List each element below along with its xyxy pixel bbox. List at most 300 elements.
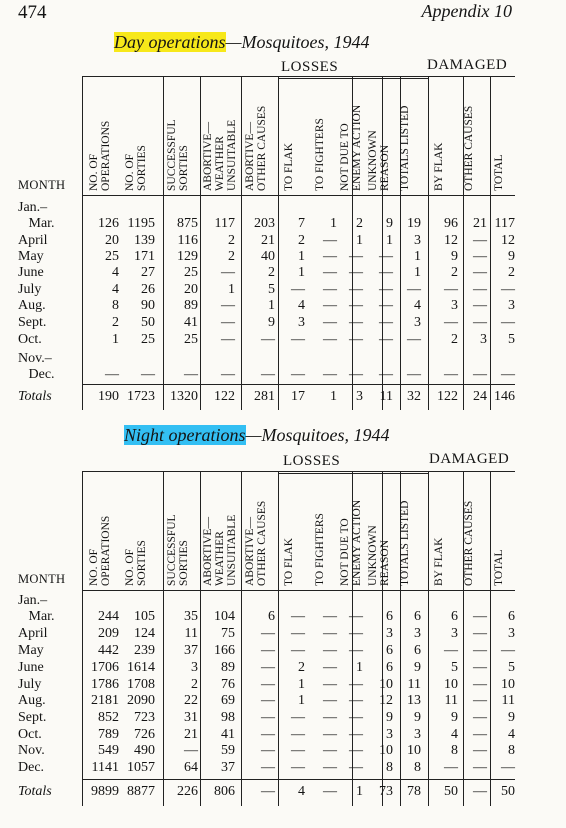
night-cell: 1786 — [91, 677, 119, 692]
night-col-header: NO. OF SORTIES — [124, 540, 148, 586]
night-col-header: TO FLAK — [283, 537, 295, 586]
night-cell: — — [261, 660, 275, 675]
night-cell: 8 — [414, 760, 421, 775]
day-col-header: NO. OF SORTIES — [124, 145, 148, 191]
day-cell: 1 — [414, 265, 421, 280]
day-cell: — — [501, 367, 515, 382]
night-cell: 9 — [508, 710, 515, 725]
day-cell: — — [141, 367, 155, 382]
night-cell: 8 — [508, 743, 515, 758]
night-cell: 10 — [379, 677, 393, 692]
day-cell: — — [379, 282, 393, 297]
night-cell: 3 — [414, 626, 421, 641]
day-cell: — — [221, 265, 235, 280]
night-cell: 11 — [444, 693, 458, 708]
day-cell: 3 — [451, 298, 458, 313]
day-cell: 1 — [414, 249, 421, 264]
day-month-label: Aug. — [18, 298, 46, 313]
night-cell: — — [473, 677, 487, 692]
day-total-cell: 32 — [407, 389, 421, 404]
night-cell: 244 — [98, 609, 119, 624]
night-cell: 6 — [268, 609, 275, 624]
night-cell: 3 — [451, 626, 458, 641]
day-cell: — — [379, 332, 393, 347]
night-cell: — — [349, 643, 363, 658]
day-cell: 8 — [112, 298, 119, 313]
day-cell: — — [221, 367, 235, 382]
day-cell: 5 — [268, 282, 275, 297]
day-total-cell: 281 — [254, 389, 275, 404]
day-cell: — — [291, 282, 305, 297]
day-total-cell: 122 — [437, 389, 458, 404]
day-cell: — — [379, 315, 393, 330]
day-month-label: Sept. — [18, 315, 47, 330]
day-month-label: July — [18, 282, 42, 297]
night-cell: 105 — [134, 609, 155, 624]
night-cell: 3 — [414, 727, 421, 742]
day-total-cell: 1 — [330, 389, 337, 404]
night-cell: 2 — [191, 677, 198, 692]
day-cell: 9 — [508, 249, 515, 264]
night-cell: — — [473, 710, 487, 725]
night-cell: 3 — [386, 727, 393, 742]
night-cell: 4 — [508, 727, 515, 742]
night-cell: — — [261, 760, 275, 775]
night-col-header: NO. OF OPERATIONS — [88, 515, 112, 586]
day-cell: 3 — [480, 332, 487, 347]
night-cell: 75 — [221, 626, 235, 641]
night-cell: — — [261, 710, 275, 725]
night-total-cell: 50 — [501, 784, 515, 799]
day-cell: — — [473, 249, 487, 264]
night-cell: 239 — [134, 643, 155, 658]
day-cell: 126 — [98, 216, 119, 231]
day-cell: 4 — [414, 298, 421, 313]
day-cell: 5 — [508, 332, 515, 347]
night-cell: 166 — [214, 643, 235, 658]
night-month-label: July — [18, 677, 42, 692]
night-cell: — — [323, 643, 337, 658]
day-cell: 90 — [141, 298, 155, 313]
night-month-label: Nov. — [18, 743, 45, 758]
day-title-rest: —Mosquitoes, 1944 — [225, 32, 370, 52]
night-month-header: MONTH — [18, 572, 66, 586]
day-cell: 25 — [184, 332, 198, 347]
night-cell: — — [444, 760, 458, 775]
day-cell: — — [323, 315, 337, 330]
day-cell: — — [379, 249, 393, 264]
day-col-header: NOT DUE TO ENEMY ACTION — [339, 104, 363, 191]
night-cell: — — [323, 760, 337, 775]
day-cell: 116 — [177, 233, 198, 248]
night-total-cell: 1 — [356, 784, 363, 799]
night-cell: — — [261, 743, 275, 758]
night-cell: 21 — [184, 727, 198, 742]
day-cell: — — [323, 249, 337, 264]
day-cell: — — [407, 367, 421, 382]
day-cell: 3 — [298, 315, 305, 330]
day-cell: 1 — [268, 298, 275, 313]
night-cell: 726 — [134, 727, 155, 742]
night-cell: — — [349, 760, 363, 775]
night-cell: 37 — [184, 643, 198, 658]
night-cell: — — [323, 626, 337, 641]
night-cell: 1 — [356, 660, 363, 675]
day-rule-header — [82, 195, 515, 196]
day-cell: 19 — [407, 216, 421, 231]
day-cell: 9 — [268, 315, 275, 330]
night-cell: 59 — [221, 743, 235, 758]
day-cell: 12 — [501, 233, 515, 248]
night-cell: 1141 — [91, 760, 119, 775]
day-cell: 4 — [112, 265, 119, 280]
day-cell: — — [473, 265, 487, 280]
night-cell: 1708 — [127, 677, 155, 692]
day-cell: — — [291, 332, 305, 347]
day-cell: — — [501, 315, 515, 330]
night-cell: 789 — [98, 727, 119, 742]
night-cell: — — [261, 626, 275, 641]
day-cell: — — [379, 367, 393, 382]
day-total-cell: 1723 — [127, 389, 155, 404]
day-cell: — — [349, 315, 363, 330]
night-cell: 6 — [508, 609, 515, 624]
night-cell: 6 — [386, 609, 393, 624]
day-cell: — — [184, 367, 198, 382]
night-cell: 442 — [98, 643, 119, 658]
night-cell: 5 — [451, 660, 458, 675]
night-cell: 6 — [451, 609, 458, 624]
night-cell: 209 — [98, 626, 119, 641]
night-cell: — — [349, 727, 363, 742]
night-cell: 1057 — [127, 760, 155, 775]
day-col-header: ABORTIVE— WEATHER UNSUITABLE — [202, 119, 238, 191]
night-cell: — — [291, 609, 305, 624]
night-cell: — — [323, 743, 337, 758]
day-col-header: TOTALS LISTED — [399, 105, 411, 191]
day-cell: — — [473, 233, 487, 248]
day-cell: — — [444, 315, 458, 330]
night-cell: 6 — [414, 643, 421, 658]
day-cell: — — [261, 332, 275, 347]
night-cell: — — [323, 727, 337, 742]
day-cell: 3 — [414, 315, 421, 330]
night-month-label: Oct. — [18, 727, 42, 742]
night-cell: 852 — [98, 710, 119, 725]
day-cell: 3 — [508, 298, 515, 313]
night-col-header: ABORTIVE— OTHER CAUSES — [244, 500, 268, 586]
night-cell: — — [261, 643, 275, 658]
day-cell: — — [407, 282, 421, 297]
day-col-header: OTHER CAUSES — [463, 105, 475, 191]
night-cell: 6 — [414, 609, 421, 624]
night-cell: 490 — [134, 743, 155, 758]
day-cell: — — [291, 367, 305, 382]
night-cell: 8 — [386, 760, 393, 775]
night-cell: 76 — [221, 677, 235, 692]
night-cell: 9 — [386, 710, 393, 725]
night-cell: — — [473, 660, 487, 675]
day-cell: — — [444, 282, 458, 297]
night-cell: 9 — [451, 710, 458, 725]
night-cell: 3 — [508, 626, 515, 641]
day-cell: — — [407, 332, 421, 347]
day-cell: — — [349, 367, 363, 382]
day-cell: 171 — [134, 249, 155, 264]
night-cell: 89 — [221, 660, 235, 675]
night-section-title — [124, 425, 390, 446]
day-month-header: MONTH — [18, 178, 66, 192]
night-cell: — — [291, 626, 305, 641]
day-cell: — — [221, 332, 235, 347]
day-cell: 7 — [298, 216, 305, 231]
night-total-cell: 4 — [298, 784, 305, 799]
day-cell: — — [349, 265, 363, 280]
night-cell: — — [291, 760, 305, 775]
night-cell: 11 — [184, 626, 198, 641]
day-col-header: TO FIGHTERS — [314, 118, 326, 191]
night-cell: — — [261, 677, 275, 692]
day-cell: 20 — [184, 282, 198, 297]
day-cell: 25 — [105, 249, 119, 264]
day-cell: — — [349, 298, 363, 313]
day-col-header: NO. OF OPERATIONS — [88, 120, 112, 191]
night-cell: 3 — [386, 626, 393, 641]
day-cell: — — [323, 298, 337, 313]
night-month-label: Aug. — [18, 693, 46, 708]
day-col-header: UNKNOWN REASON — [367, 130, 391, 191]
night-total-cell: 50 — [444, 784, 458, 799]
day-cell: 2 — [451, 265, 458, 280]
night-cell: — — [291, 743, 305, 758]
night-cell: 10 — [379, 743, 393, 758]
night-cell: — — [323, 677, 337, 692]
night-cell: 22 — [184, 693, 198, 708]
night-month-label: May — [18, 643, 44, 658]
night-cell: 9 — [414, 660, 421, 675]
page-number: 474 — [18, 2, 47, 23]
day-cell: 1195 — [127, 216, 155, 231]
day-cell: 9 — [386, 216, 393, 231]
day-cell: — — [379, 298, 393, 313]
night-cell: — — [473, 643, 487, 658]
day-cell: 9 — [451, 249, 458, 264]
night-title-highlight: Night operations — [124, 425, 246, 445]
day-cell: 4 — [112, 282, 119, 297]
day-cell: 20 — [105, 233, 119, 248]
night-month-label: June — [18, 660, 44, 675]
night-cell: — — [291, 710, 305, 725]
night-cell: 10 — [501, 677, 515, 692]
day-cell: 26 — [141, 282, 155, 297]
night-cell: — — [323, 710, 337, 725]
day-month-label: Nov.– Dec. — [18, 351, 55, 382]
day-cell: — — [349, 282, 363, 297]
day-total-cell: 190 — [98, 389, 119, 404]
night-cell: — — [323, 609, 337, 624]
night-title-rest: —Mosquitoes, 1944 — [245, 425, 390, 445]
night-cell: 549 — [98, 743, 119, 758]
day-cell: 40 — [261, 249, 275, 264]
day-title-highlight: Day operations — [114, 32, 226, 52]
day-cell: 2 — [228, 233, 235, 248]
night-month-label: April — [18, 626, 48, 641]
night-cell: — — [501, 760, 515, 775]
night-cell: 6 — [386, 643, 393, 658]
night-cell: — — [473, 743, 487, 758]
night-cell: — — [349, 626, 363, 641]
day-cell: — — [105, 367, 119, 382]
day-total-cell: 3 — [356, 389, 363, 404]
day-cell: 89 — [184, 298, 198, 313]
day-month-label: Oct. — [18, 332, 42, 347]
day-month-label: June — [18, 265, 44, 280]
night-month-label: Sept. — [18, 710, 47, 725]
day-cell: 1 — [386, 233, 393, 248]
night-cell: 64 — [184, 760, 198, 775]
night-cell: 723 — [134, 710, 155, 725]
day-cell: 25 — [141, 332, 155, 347]
day-cell: — — [379, 265, 393, 280]
day-cell: — — [473, 282, 487, 297]
day-col-header: BY FLAK — [433, 142, 445, 191]
night-cell: 11 — [501, 693, 515, 708]
day-cell: — — [323, 233, 337, 248]
day-rule-totals — [82, 384, 515, 385]
night-cell: — — [323, 660, 337, 675]
night-cell: — — [473, 760, 487, 775]
night-cell: 69 — [221, 693, 235, 708]
day-cell: — — [221, 315, 235, 330]
night-cell: 9 — [414, 710, 421, 725]
night-cell: — — [261, 727, 275, 742]
day-cell: 27 — [141, 265, 155, 280]
night-cell: 37 — [221, 760, 235, 775]
day-cell: 2 — [112, 315, 119, 330]
night-cell: 2 — [298, 660, 305, 675]
night-cell: — — [291, 727, 305, 742]
day-cell: 875 — [177, 216, 198, 231]
day-total-cell: 122 — [214, 389, 235, 404]
day-cell: 21 — [261, 233, 275, 248]
day-cell: 117 — [494, 216, 515, 231]
night-cell: 1 — [298, 693, 305, 708]
day-cell: 2 — [268, 265, 275, 280]
appendix-label: Appendix 10 — [421, 1, 512, 21]
night-total-cell: — — [473, 784, 487, 799]
night-cell: 41 — [221, 727, 235, 742]
night-losses-label: LOSSES — [283, 453, 341, 469]
day-cell: 41 — [184, 315, 198, 330]
day-cell: 1 — [298, 249, 305, 264]
day-section-title — [114, 32, 370, 53]
day-totals-label: Totals — [18, 389, 52, 404]
night-damaged-label: DAMAGED — [429, 451, 510, 467]
night-month-label: Dec. — [18, 760, 45, 775]
night-cell: — — [349, 710, 363, 725]
day-cell: — — [501, 282, 515, 297]
day-cell: — — [221, 298, 235, 313]
day-col-header: SUCCESSFUL SORTIES — [166, 119, 190, 191]
day-cell: 50 — [141, 315, 155, 330]
night-cell: 4 — [451, 727, 458, 742]
night-col-header: OTHER CAUSES — [463, 500, 475, 586]
night-totals-label: Totals — [18, 784, 52, 799]
night-total-cell: — — [261, 784, 275, 799]
night-cell: — — [261, 693, 275, 708]
day-total-cell: 146 — [494, 389, 515, 404]
day-cell: 96 — [444, 216, 458, 231]
day-cell: — — [349, 332, 363, 347]
day-cell: — — [323, 332, 337, 347]
day-cell: 2 — [298, 233, 305, 248]
day-cell: 2 — [451, 332, 458, 347]
day-cell: 1 — [356, 233, 363, 248]
day-cell: 203 — [254, 216, 275, 231]
night-col-header: UNKNOWN REASON — [367, 525, 391, 586]
day-month-label: Jan.– Mar. — [18, 200, 55, 231]
day-total-cell: 1320 — [170, 389, 198, 404]
night-total-cell: 806 — [214, 784, 235, 799]
day-total-cell: 24 — [473, 389, 487, 404]
night-cell: — — [444, 643, 458, 658]
night-cell: 8 — [451, 743, 458, 758]
night-col-header: NOT DUE TO ENEMY ACTION — [339, 499, 363, 586]
night-col-header: BY FLAK — [433, 537, 445, 586]
day-cell: 3 — [414, 233, 421, 248]
day-col-header: TOTAL — [493, 154, 505, 191]
day-cell: 2 — [508, 265, 515, 280]
day-cell: 117 — [214, 216, 235, 231]
night-cell: 13 — [407, 693, 421, 708]
day-cell: — — [444, 367, 458, 382]
night-col-header: SUCCESSFUL SORTIES — [166, 514, 190, 586]
day-cell: 1 — [330, 216, 337, 231]
night-cell: 6 — [386, 660, 393, 675]
night-cell: 12 — [379, 693, 393, 708]
night-cell: — — [473, 693, 487, 708]
day-cell: 2 — [228, 249, 235, 264]
night-cell: 98 — [221, 710, 235, 725]
night-total-cell: — — [323, 784, 337, 799]
day-cell: 1 — [298, 265, 305, 280]
night-cell: — — [323, 693, 337, 708]
night-rule-header — [82, 590, 515, 591]
night-cell: 2090 — [127, 693, 155, 708]
day-cell: 21 — [473, 216, 487, 231]
night-col-header: TOTAL — [493, 549, 505, 586]
day-total-cell: 17 — [291, 389, 305, 404]
night-cell: 35 — [184, 609, 198, 624]
day-cell: — — [349, 249, 363, 264]
day-cell: 25 — [184, 265, 198, 280]
night-total-cell: 226 — [177, 784, 198, 799]
day-month-label: May — [18, 249, 44, 264]
night-total-cell: 73 — [379, 784, 393, 799]
day-damaged-label: DAMAGED — [427, 57, 508, 73]
night-total-cell: 8877 — [127, 784, 155, 799]
day-cell: — — [323, 282, 337, 297]
day-cell: — — [323, 367, 337, 382]
night-cell: 10 — [444, 677, 458, 692]
day-losses-label: LOSSES — [281, 59, 339, 75]
night-cell: — — [473, 727, 487, 742]
day-cell: — — [473, 367, 487, 382]
day-cell: — — [473, 298, 487, 313]
night-cell: 31 — [184, 710, 198, 725]
day-cell: 1 — [112, 332, 119, 347]
day-total-cell: 11 — [379, 389, 393, 404]
